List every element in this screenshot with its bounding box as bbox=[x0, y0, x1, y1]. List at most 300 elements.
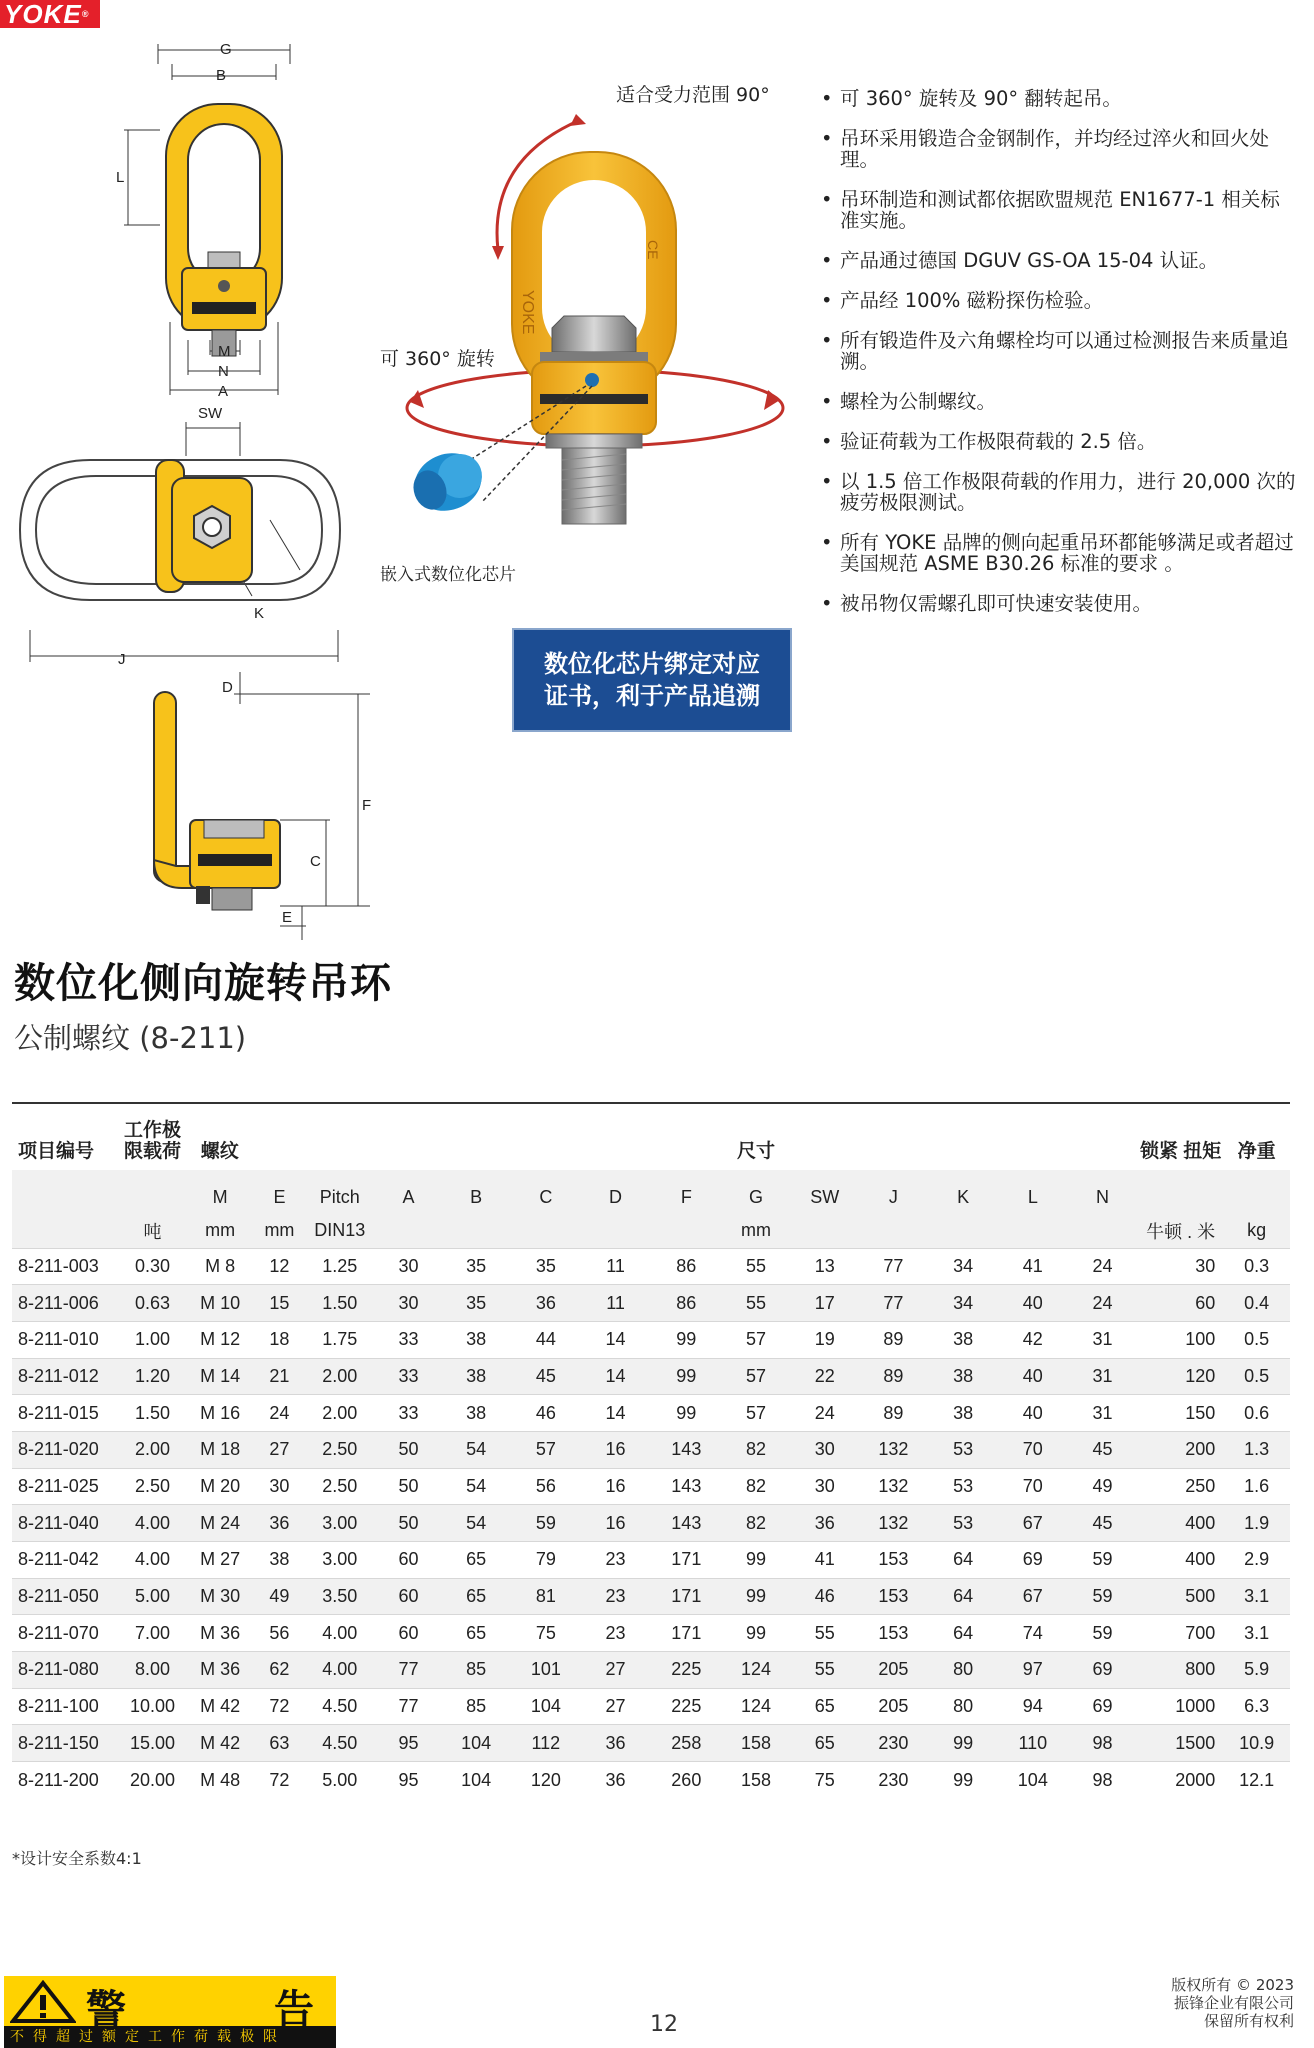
table-cell: 2.00 bbox=[303, 1358, 376, 1395]
table-cell: 65 bbox=[441, 1615, 512, 1652]
torque-unit: 牛顿 . 米 bbox=[1138, 1214, 1223, 1248]
side-view-drawing bbox=[130, 670, 380, 940]
yoke-logo: YOKE® bbox=[0, 0, 100, 28]
table-cell: 101 bbox=[512, 1652, 581, 1689]
table-cell: 23 bbox=[580, 1578, 651, 1615]
table-cell: 158 bbox=[722, 1762, 791, 1799]
table-cell: 132 bbox=[859, 1505, 928, 1542]
table-cell: 55 bbox=[722, 1285, 791, 1322]
table-cell: 30 bbox=[1138, 1248, 1223, 1285]
col-wll-header: 工作极 限载荷 bbox=[123, 1120, 181, 1162]
table-cell: 99 bbox=[651, 1321, 722, 1358]
table-cell: 15.00 bbox=[120, 1725, 185, 1762]
table-cell: 1.50 bbox=[303, 1285, 376, 1322]
table-cell: 98 bbox=[1067, 1762, 1138, 1799]
table-cell: 53 bbox=[928, 1505, 999, 1542]
table-cell: 69 bbox=[1067, 1688, 1138, 1725]
item-number-cell: 8-211-150 bbox=[12, 1725, 120, 1762]
table-cell: 99 bbox=[722, 1578, 791, 1615]
table-cell: 1.00 bbox=[120, 1321, 185, 1358]
table-cell: 4.50 bbox=[303, 1725, 376, 1762]
table-cell: 60 bbox=[376, 1615, 441, 1652]
col-subheader: J bbox=[859, 1170, 928, 1214]
col-subheader: C bbox=[512, 1170, 581, 1214]
svg-text:F: F bbox=[362, 797, 372, 814]
svg-text:K: K bbox=[254, 605, 265, 622]
table-cell: 124 bbox=[722, 1652, 791, 1689]
top-view-drawing bbox=[0, 400, 350, 670]
table-cell: 0.63 bbox=[120, 1285, 185, 1322]
table-row bbox=[12, 1285, 1290, 1322]
table-cell: 205 bbox=[859, 1688, 928, 1725]
table-cell: 65 bbox=[790, 1725, 859, 1762]
svg-text:J: J bbox=[118, 651, 126, 668]
table-cell: 38 bbox=[928, 1395, 999, 1432]
table-cell: 79 bbox=[512, 1542, 581, 1579]
table-row bbox=[12, 1652, 1290, 1689]
product-photo bbox=[380, 90, 800, 560]
label-angle-range: 适合受力范围 90° bbox=[616, 84, 770, 106]
table-cell: 3.00 bbox=[303, 1505, 376, 1542]
table-cell: 120 bbox=[512, 1762, 581, 1799]
table-cell: 89 bbox=[859, 1321, 928, 1358]
table-cell: 38 bbox=[441, 1358, 512, 1395]
table-cell: 54 bbox=[441, 1431, 512, 1468]
pitch-unit: DIN13 bbox=[303, 1214, 376, 1248]
table-cell: M 18 bbox=[185, 1431, 256, 1468]
table-row bbox=[12, 1395, 1290, 1432]
wll-unit: 吨 bbox=[120, 1214, 185, 1248]
svg-text:G: G bbox=[220, 41, 232, 58]
table-cell: 69 bbox=[998, 1542, 1067, 1579]
table-cell: 143 bbox=[651, 1431, 722, 1468]
table-cell: 72 bbox=[256, 1688, 304, 1725]
table-cell: 70 bbox=[998, 1431, 1067, 1468]
table-cell: 50 bbox=[376, 1468, 441, 1505]
table-cell: 13 bbox=[790, 1248, 859, 1285]
feature-item: • 螺栓为公制螺纹。 bbox=[818, 391, 1298, 412]
table-cell: 205 bbox=[859, 1652, 928, 1689]
col-subheader: B bbox=[441, 1170, 512, 1214]
table-row bbox=[12, 1578, 1290, 1615]
table-cell: 77 bbox=[376, 1688, 441, 1725]
table-cell: M 36 bbox=[185, 1652, 256, 1689]
table-cell: 50 bbox=[376, 1505, 441, 1542]
table-cell: 24 bbox=[1067, 1248, 1138, 1285]
table-cell: 112 bbox=[512, 1725, 581, 1762]
feature-item: • 吊环采用锻造合金钢制作，并均经过淬火和回火处理。 bbox=[818, 128, 1298, 170]
item-number-cell: 8-211-012 bbox=[12, 1358, 120, 1395]
table-cell: 24 bbox=[790, 1395, 859, 1432]
m-unit: mm bbox=[185, 1214, 256, 1248]
table-cell: 4.00 bbox=[120, 1505, 185, 1542]
weight-unit: kg bbox=[1223, 1214, 1290, 1248]
table-cell: 10.00 bbox=[120, 1688, 185, 1725]
warning-word-1: 警 bbox=[86, 1987, 126, 2033]
svg-text:N: N bbox=[218, 363, 229, 380]
table-header-row-2 bbox=[12, 1170, 1290, 1214]
table-cell: 7.00 bbox=[120, 1615, 185, 1652]
table-cell: M 42 bbox=[185, 1688, 256, 1725]
table-cell: 57 bbox=[512, 1431, 581, 1468]
table-cell: 27 bbox=[580, 1688, 651, 1725]
table-cell: 27 bbox=[580, 1652, 651, 1689]
table-cell: 80 bbox=[928, 1652, 999, 1689]
table-cell: 38 bbox=[441, 1395, 512, 1432]
table-cell: 200 bbox=[1138, 1431, 1223, 1468]
table-cell: 53 bbox=[928, 1468, 999, 1505]
item-number-cell: 8-211-050 bbox=[12, 1578, 120, 1615]
table-cell: 100 bbox=[1138, 1321, 1223, 1358]
warning-banner bbox=[4, 1976, 336, 2048]
table-cell: 38 bbox=[256, 1542, 304, 1579]
feature-item: • 吊环制造和测试都依据欧盟规范 EN1677-1 相关标准实施。 bbox=[818, 189, 1298, 231]
table-cell: 5.00 bbox=[120, 1578, 185, 1615]
table-cell: 11 bbox=[580, 1248, 651, 1285]
table-cell: 82 bbox=[722, 1468, 791, 1505]
table-cell: 31 bbox=[1067, 1358, 1138, 1395]
table-cell: 49 bbox=[1067, 1468, 1138, 1505]
table-cell: 1500 bbox=[1138, 1725, 1223, 1762]
table-cell: 33 bbox=[376, 1358, 441, 1395]
table-cell: 104 bbox=[441, 1725, 512, 1762]
table-cell: 45 bbox=[512, 1358, 581, 1395]
table-cell: 20.00 bbox=[120, 1762, 185, 1799]
table-cell: 1.9 bbox=[1223, 1505, 1290, 1542]
page-number: 12 bbox=[650, 2012, 678, 2037]
col-subheader: N bbox=[1067, 1170, 1138, 1214]
table-cell: 95 bbox=[376, 1725, 441, 1762]
col-subheader: L bbox=[998, 1170, 1067, 1214]
feature-item: • 验证荷载为工作极限荷载的 2.5 倍。 bbox=[818, 431, 1298, 452]
table-cell: M 16 bbox=[185, 1395, 256, 1432]
table-cell: 65 bbox=[441, 1578, 512, 1615]
table-cell: 36 bbox=[580, 1725, 651, 1762]
table-cell: 1.3 bbox=[1223, 1431, 1290, 1468]
table-cell: M 24 bbox=[185, 1505, 256, 1542]
table-cell: 42 bbox=[998, 1321, 1067, 1358]
table-cell: 16 bbox=[580, 1468, 651, 1505]
table-cell: 30 bbox=[790, 1431, 859, 1468]
table-cell: 40 bbox=[998, 1285, 1067, 1322]
table-cell: 14 bbox=[580, 1358, 651, 1395]
feature-item: • 所有 YOKE 品牌的侧向起重吊环都能够满足或者超过美国规范 ASME B30.26 标准的要求 。 bbox=[818, 532, 1298, 574]
table-cell: 74 bbox=[998, 1615, 1067, 1652]
col-subheader: SW bbox=[790, 1170, 859, 1214]
table-cell: 86 bbox=[651, 1248, 722, 1285]
table-cell: 19 bbox=[790, 1321, 859, 1358]
svg-text:YOKE: YOKE bbox=[519, 290, 536, 335]
item-number-cell: 8-211-006 bbox=[12, 1285, 120, 1322]
table-cell: 0.3 bbox=[1223, 1248, 1290, 1285]
table-cell: 60 bbox=[376, 1578, 441, 1615]
table-cell: 46 bbox=[512, 1395, 581, 1432]
svg-text:E: E bbox=[282, 909, 293, 926]
table-cell: 4.00 bbox=[303, 1615, 376, 1652]
item-number-cell: 8-211-100 bbox=[12, 1688, 120, 1725]
table-cell: 24 bbox=[256, 1395, 304, 1432]
table-cell: 11 bbox=[580, 1285, 651, 1322]
safety-factor-note: *设计安全系数4:1 bbox=[12, 1849, 142, 1868]
svg-text:CE: CE bbox=[645, 240, 661, 260]
traceability-callout: 数位化芯片绑定对应 证书，利于产品追溯 bbox=[512, 628, 792, 732]
table-cell: 143 bbox=[651, 1505, 722, 1542]
feature-item: • 所有锻造件及六角螺栓均可以通过检测报告来质量追溯。 bbox=[818, 330, 1298, 372]
table-cell: 4.50 bbox=[303, 1688, 376, 1725]
table-cell: 258 bbox=[651, 1725, 722, 1762]
table-cell: 153 bbox=[859, 1615, 928, 1652]
table-cell: 22 bbox=[790, 1358, 859, 1395]
table-cell: 1.25 bbox=[303, 1248, 376, 1285]
table-cell: 44 bbox=[512, 1321, 581, 1358]
table-cell: 16 bbox=[580, 1431, 651, 1468]
spec-table bbox=[12, 1102, 1290, 1798]
feature-item: • 被吊物仅需螺孔即可快速安装使用。 bbox=[818, 593, 1298, 614]
table-cell: 38 bbox=[928, 1321, 999, 1358]
table-cell: 95 bbox=[376, 1762, 441, 1799]
copyright-block: 版权所有 © 2023 振锋企业有限公司 保留所有权利 bbox=[1171, 1976, 1294, 2030]
table-cell: 1000 bbox=[1138, 1688, 1223, 1725]
table-cell: 1.75 bbox=[303, 1321, 376, 1358]
table-cell: 40 bbox=[998, 1395, 1067, 1432]
table-cell: 45 bbox=[1067, 1431, 1138, 1468]
feature-list bbox=[818, 88, 1298, 633]
table-cell: 2000 bbox=[1138, 1762, 1223, 1799]
table-cell: 55 bbox=[722, 1248, 791, 1285]
feature-item: • 产品通过德国 DGUV GS-OA 15-04 认证。 bbox=[818, 250, 1298, 271]
table-cell: 110 bbox=[998, 1725, 1067, 1762]
table-cell: 800 bbox=[1138, 1652, 1223, 1689]
table-cell: 2.9 bbox=[1223, 1542, 1290, 1579]
table-cell: 97 bbox=[998, 1652, 1067, 1689]
table-cell: 104 bbox=[998, 1762, 1067, 1799]
col-subheader: E bbox=[256, 1170, 304, 1214]
table-cell: 55 bbox=[790, 1615, 859, 1652]
table-cell: 70 bbox=[998, 1468, 1067, 1505]
table-cell: 82 bbox=[722, 1431, 791, 1468]
table-cell: 2.00 bbox=[120, 1431, 185, 1468]
table-cell: 230 bbox=[859, 1762, 928, 1799]
col-dims-header: 尺寸 bbox=[737, 1141, 776, 1162]
table-cell: 3.1 bbox=[1223, 1615, 1290, 1652]
table-row bbox=[12, 1321, 1290, 1358]
table-cell: 3.00 bbox=[303, 1542, 376, 1579]
table-cell: 153 bbox=[859, 1542, 928, 1579]
table-cell: M 27 bbox=[185, 1542, 256, 1579]
table-cell: 171 bbox=[651, 1578, 722, 1615]
table-cell: 65 bbox=[441, 1542, 512, 1579]
table-cell: 54 bbox=[441, 1468, 512, 1505]
table-cell: 0.5 bbox=[1223, 1321, 1290, 1358]
table-cell: 56 bbox=[512, 1468, 581, 1505]
table-cell: 57 bbox=[722, 1321, 791, 1358]
table-cell: 153 bbox=[859, 1578, 928, 1615]
table-cell: 1.20 bbox=[120, 1358, 185, 1395]
table-cell: 12 bbox=[256, 1248, 304, 1285]
table-cell: 1.50 bbox=[120, 1395, 185, 1432]
table-cell: 14 bbox=[580, 1395, 651, 1432]
col-subheader: A bbox=[376, 1170, 441, 1214]
svg-text:B: B bbox=[216, 67, 227, 84]
table-cell: 75 bbox=[790, 1762, 859, 1799]
table-cell: 18 bbox=[256, 1321, 304, 1358]
table-cell: 3.1 bbox=[1223, 1578, 1290, 1615]
table-cell: 0.4 bbox=[1223, 1285, 1290, 1322]
table-cell: 59 bbox=[1067, 1542, 1138, 1579]
table-header-row-1 bbox=[12, 1102, 1290, 1170]
table-cell: 85 bbox=[441, 1688, 512, 1725]
svg-text:L: L bbox=[116, 169, 125, 186]
table-cell: 230 bbox=[859, 1725, 928, 1762]
label-rotate-360: 可 360° 旋转 bbox=[380, 348, 495, 370]
feature-item: • 以 1.5 倍工作极限荷载的作用力，进行 20,000 次的疲劳极限测试。 bbox=[818, 471, 1298, 513]
dims-unit: mm bbox=[722, 1214, 791, 1248]
table-cell: 260 bbox=[651, 1762, 722, 1799]
table-cell: M 12 bbox=[185, 1321, 256, 1358]
table-cell: 72 bbox=[256, 1762, 304, 1799]
product-subtitle: 公制螺纹 (8-211) bbox=[14, 1021, 247, 1055]
table-cell: 104 bbox=[441, 1762, 512, 1799]
table-cell: 85 bbox=[441, 1652, 512, 1689]
table-cell: 34 bbox=[928, 1248, 999, 1285]
table-cell: 99 bbox=[722, 1615, 791, 1652]
table-cell: 225 bbox=[651, 1688, 722, 1725]
table-cell: 35 bbox=[512, 1248, 581, 1285]
table-header-row-3 bbox=[12, 1214, 1290, 1248]
table-cell: 700 bbox=[1138, 1615, 1223, 1652]
table-cell: 0.6 bbox=[1223, 1395, 1290, 1432]
table-cell: M 36 bbox=[185, 1615, 256, 1652]
table-cell: 171 bbox=[651, 1542, 722, 1579]
warning-word-2: 告 bbox=[274, 1987, 314, 2033]
table-cell: 63 bbox=[256, 1725, 304, 1762]
table-cell: 30 bbox=[376, 1248, 441, 1285]
table-cell: 99 bbox=[651, 1395, 722, 1432]
table-cell: 34 bbox=[928, 1285, 999, 1322]
table-cell: 36 bbox=[790, 1505, 859, 1542]
table-cell: 77 bbox=[859, 1285, 928, 1322]
table-cell: 124 bbox=[722, 1688, 791, 1725]
table-cell: 60 bbox=[376, 1542, 441, 1579]
svg-text:D: D bbox=[222, 679, 233, 696]
table-cell: 89 bbox=[859, 1358, 928, 1395]
col-subheader: M bbox=[185, 1170, 256, 1214]
item-number-cell: 8-211-010 bbox=[12, 1321, 120, 1358]
col-weight-header: 净重 bbox=[1237, 1141, 1276, 1162]
product-title: 数位化侧向旋转吊环 bbox=[14, 959, 392, 1007]
table-cell: 69 bbox=[1067, 1652, 1138, 1689]
table-cell: 31 bbox=[1067, 1395, 1138, 1432]
col-subheader: G bbox=[722, 1170, 791, 1214]
table-cell: 132 bbox=[859, 1468, 928, 1505]
svg-text:A: A bbox=[218, 383, 229, 400]
item-number-cell: 8-211-025 bbox=[12, 1468, 120, 1505]
table-cell: 38 bbox=[928, 1358, 999, 1395]
svg-text:M: M bbox=[218, 343, 231, 360]
table-cell: 2.50 bbox=[303, 1431, 376, 1468]
table-row bbox=[12, 1468, 1290, 1505]
table-cell: 99 bbox=[722, 1542, 791, 1579]
table-cell: 60 bbox=[1138, 1285, 1223, 1322]
table-cell: 16 bbox=[580, 1505, 651, 1542]
table-cell: 36 bbox=[512, 1285, 581, 1322]
table-row bbox=[12, 1688, 1290, 1725]
item-number-cell: 8-211-015 bbox=[12, 1395, 120, 1432]
col-subheader: K bbox=[928, 1170, 999, 1214]
table-cell: 59 bbox=[1067, 1615, 1138, 1652]
table-cell: 65 bbox=[790, 1688, 859, 1725]
table-cell: 94 bbox=[998, 1688, 1067, 1725]
table-cell: 4.00 bbox=[120, 1542, 185, 1579]
item-number-cell: 8-211-040 bbox=[12, 1505, 120, 1542]
table-row bbox=[12, 1505, 1290, 1542]
table-cell: 12.1 bbox=[1223, 1762, 1290, 1799]
table-cell: 2.50 bbox=[120, 1468, 185, 1505]
table-cell: 500 bbox=[1138, 1578, 1223, 1615]
table-cell: 81 bbox=[512, 1578, 581, 1615]
table-cell: 33 bbox=[376, 1321, 441, 1358]
table-cell: 46 bbox=[790, 1578, 859, 1615]
table-cell: M 20 bbox=[185, 1468, 256, 1505]
table-cell: 23 bbox=[580, 1542, 651, 1579]
table-cell: 49 bbox=[256, 1578, 304, 1615]
table-cell: 64 bbox=[928, 1615, 999, 1652]
table-cell: 2.00 bbox=[303, 1395, 376, 1432]
table-row bbox=[12, 1615, 1290, 1652]
col-subheader: D bbox=[580, 1170, 651, 1214]
col-subheader: F bbox=[651, 1170, 722, 1214]
table-cell: 21 bbox=[256, 1358, 304, 1395]
table-cell: 99 bbox=[928, 1725, 999, 1762]
table-cell: 225 bbox=[651, 1652, 722, 1689]
table-cell: 38 bbox=[441, 1321, 512, 1358]
table-cell: 75 bbox=[512, 1615, 581, 1652]
table-row bbox=[12, 1248, 1290, 1285]
table-cell: 3.50 bbox=[303, 1578, 376, 1615]
table-cell: 77 bbox=[376, 1652, 441, 1689]
col-item-header: 项目编号 bbox=[18, 1141, 95, 1162]
table-cell: 64 bbox=[928, 1542, 999, 1579]
table-cell: 171 bbox=[651, 1615, 722, 1652]
table-cell: 99 bbox=[928, 1762, 999, 1799]
table-cell: 45 bbox=[1067, 1505, 1138, 1542]
table-cell: 64 bbox=[928, 1578, 999, 1615]
table-cell: 59 bbox=[512, 1505, 581, 1542]
table-cell: M 14 bbox=[185, 1358, 256, 1395]
table-cell: 56 bbox=[256, 1615, 304, 1652]
table-cell: 77 bbox=[859, 1248, 928, 1285]
table-row bbox=[12, 1762, 1290, 1799]
feature-item: • 可 360° 旋转及 90° 翻转起吊。 bbox=[818, 88, 1298, 109]
table-cell: 1.6 bbox=[1223, 1468, 1290, 1505]
table-cell: 400 bbox=[1138, 1542, 1223, 1579]
table-cell: M 30 bbox=[185, 1578, 256, 1615]
table-cell: 80 bbox=[928, 1688, 999, 1725]
table-cell: 14 bbox=[580, 1321, 651, 1358]
table-cell: 55 bbox=[790, 1652, 859, 1689]
table-cell: 104 bbox=[512, 1688, 581, 1725]
table-cell: 86 bbox=[651, 1285, 722, 1322]
table-cell: 120 bbox=[1138, 1358, 1223, 1395]
table-cell: 23 bbox=[580, 1615, 651, 1652]
col-subheader: Pitch bbox=[303, 1170, 376, 1214]
table-cell: 99 bbox=[651, 1358, 722, 1395]
table-cell: 143 bbox=[651, 1468, 722, 1505]
table-cell: 67 bbox=[998, 1578, 1067, 1615]
table-row bbox=[12, 1542, 1290, 1579]
item-number-cell: 8-211-200 bbox=[12, 1762, 120, 1799]
svg-text:SW: SW bbox=[198, 405, 223, 422]
